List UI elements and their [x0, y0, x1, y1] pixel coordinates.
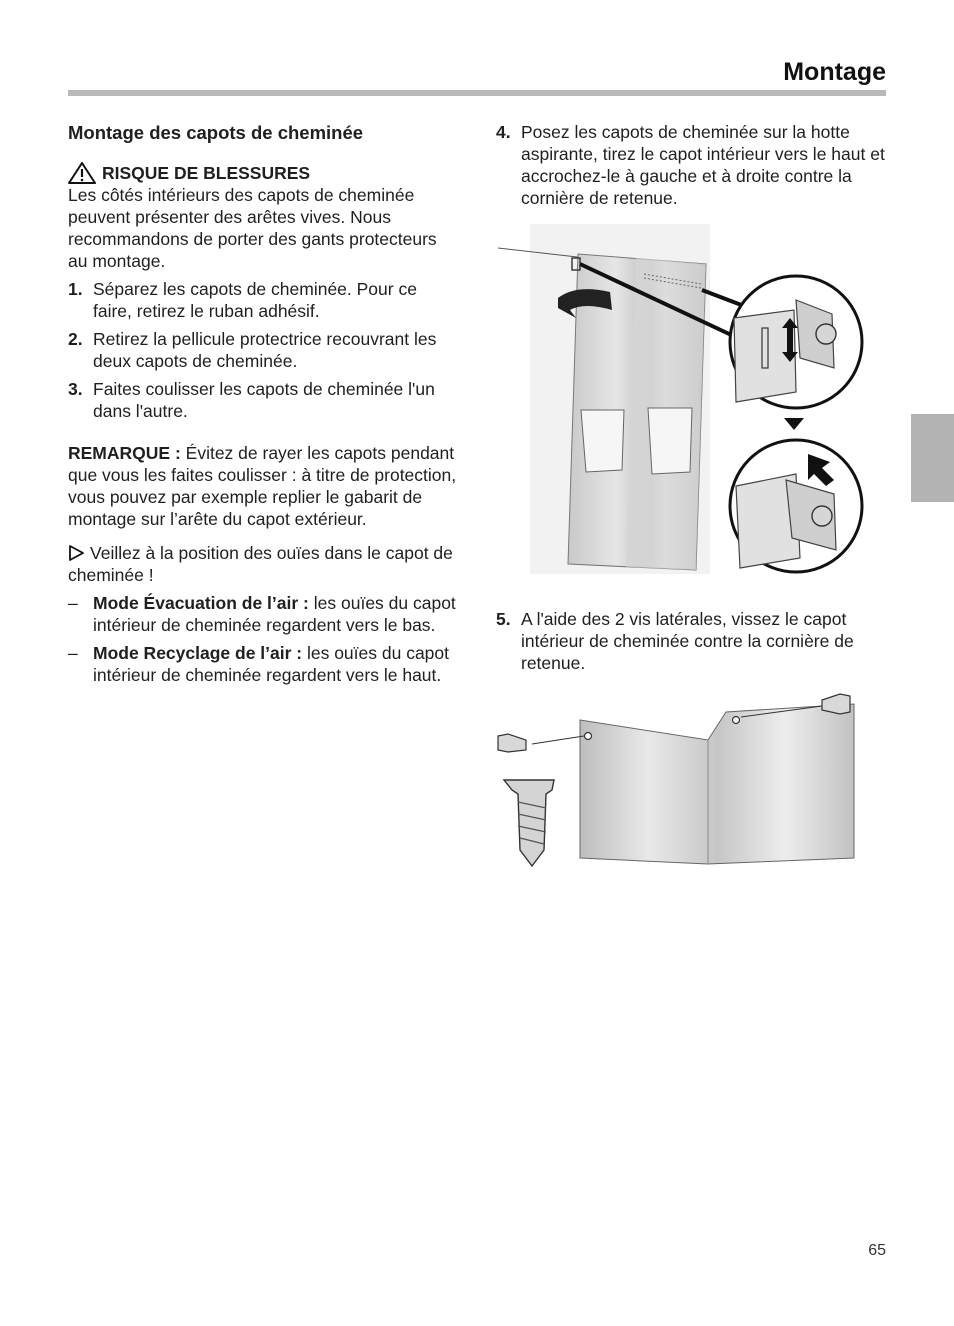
- step-5: [496, 608, 888, 674]
- mode-label: Mode Recyclage de l’air :: [93, 643, 303, 663]
- chimney-cover-illustration: [496, 218, 876, 590]
- warning-text: Les côtés intérieurs des capots de cheminée peuvent présenter des arêtes vives. Nous recommandons de porter des gants protecteurs au montage.: [68, 185, 437, 271]
- header-rule: [68, 90, 886, 96]
- mode-text: les ouïes du capot intérieur de cheminée regardent vers le haut.: [93, 643, 450, 685]
- steps-list: [68, 278, 460, 422]
- triangle-right-icon: [68, 545, 84, 561]
- step-number: 2.: [68, 329, 83, 349]
- screw-bracket-illustration: [496, 690, 866, 870]
- step-number: 1.: [68, 279, 83, 299]
- instruction-text: Veillez à la position des ouïes dans le capot de cheminée !: [68, 543, 453, 585]
- page-number: 65: [868, 1242, 886, 1259]
- step-text: A l'aide des 2 vis latérales, vissez le capot intérieur de cheminée contre la cornière de retenue.: [521, 609, 854, 673]
- left-column: [68, 121, 460, 692]
- step-text: Séparez les capots de cheminée. Pour ce faire, retirez le ruban adhésif.: [93, 279, 417, 321]
- step-text: Retirez la pellicule protectrice recouvrant les deux capots de cheminée.: [93, 329, 437, 371]
- mode-label: Mode Évacuation de l’air :: [93, 593, 309, 613]
- list-item: [68, 378, 460, 422]
- list-item: [68, 278, 460, 322]
- step-text: Faites coulisser les capots de cheminée l'un dans l'autre.: [93, 379, 435, 421]
- step-text: Posez les capots de cheminée sur la hotte aspirante, tirez le capot intérieur vers le haut et accrochez-le à gauche et à droite contre la cornière de retenue.: [521, 122, 885, 208]
- right-column: [496, 121, 888, 209]
- mode-text: les ouïes du capot intérieur de cheminée regardent vers le bas.: [93, 593, 456, 635]
- chapter-tab: [911, 414, 954, 502]
- warning-title: RISQUE DE BLESSURES: [102, 163, 311, 183]
- modes-list: [68, 592, 460, 686]
- instruction-paragraph: [68, 542, 460, 586]
- step-4: [496, 121, 888, 209]
- warning-triangle-icon: [68, 162, 96, 184]
- dash: –: [68, 593, 78, 613]
- step-number: 3.: [68, 379, 83, 399]
- step-number: 5.: [496, 609, 511, 629]
- list-item: [68, 642, 460, 686]
- dash: –: [68, 643, 78, 663]
- note-label: REMARQUE :: [68, 443, 181, 463]
- page-title: Montage: [783, 58, 886, 86]
- list-item: [68, 592, 460, 636]
- list-item: [68, 328, 460, 372]
- section-title: Montage des capots de cheminée: [68, 122, 364, 143]
- note-paragraph: [68, 442, 460, 530]
- step-number: 4.: [496, 122, 511, 142]
- note-text: Évitez de rayer les capots pendant que vous les faites coulisser : à titre de protection, vous pouvez par exemple replier le gabarit de montage sur l’arête du capot extérieur.: [68, 443, 457, 529]
- warning-heading: [68, 162, 460, 184]
